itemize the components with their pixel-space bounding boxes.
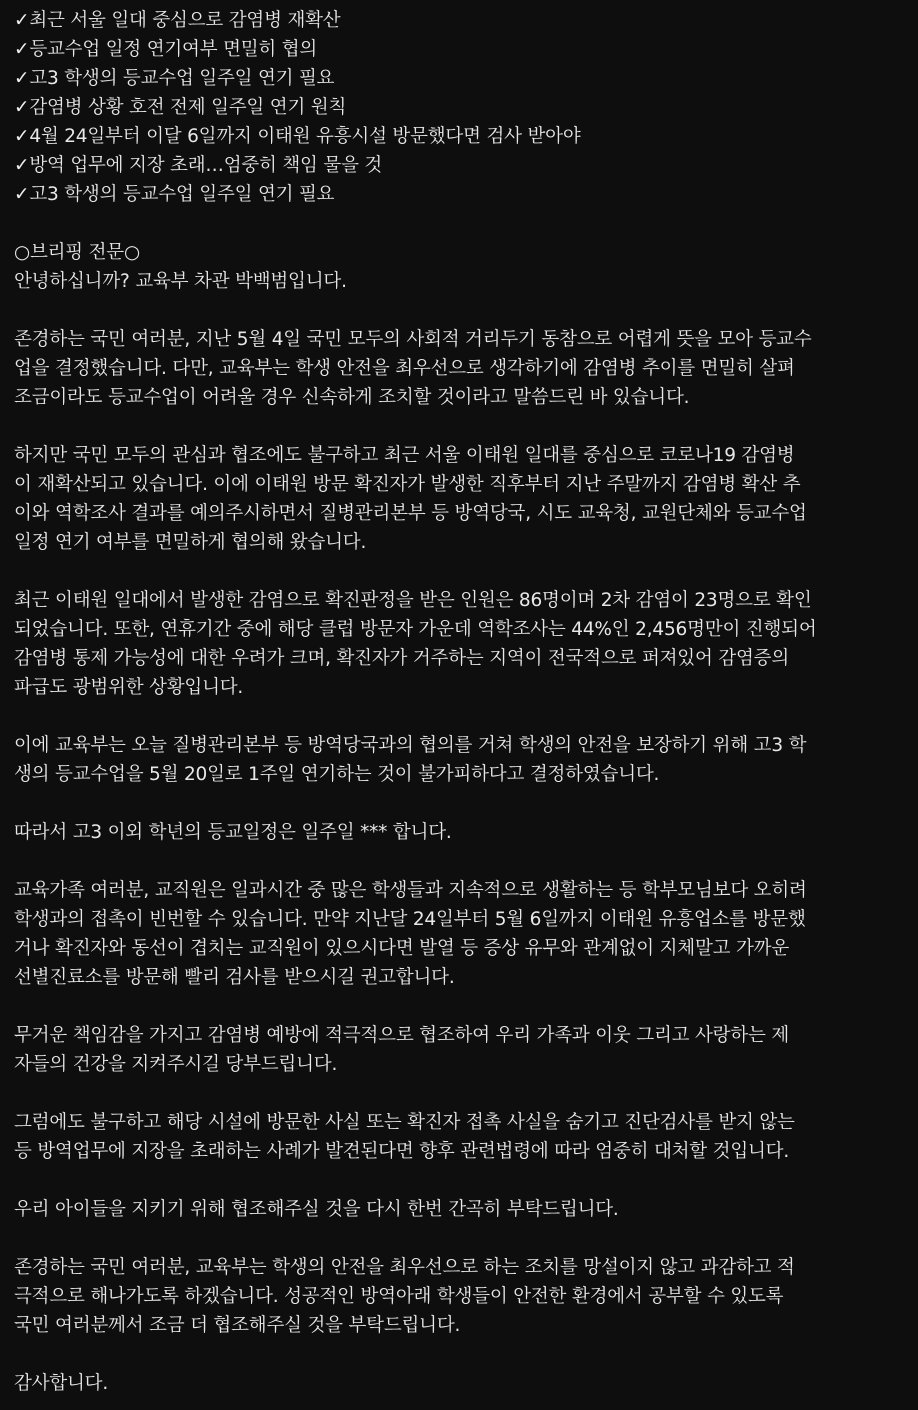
highlight-item	[14, 180, 904, 209]
paragraph-gap	[14, 702, 904, 731]
spacer	[14, 209, 904, 238]
highlight-text: 고3 학생의 등교수업 일주일 연기 필요	[29, 68, 335, 89]
paragraph	[14, 325, 904, 412]
highlight-list	[14, 6, 904, 209]
paragraph-line: 존경하는 국민 여러분, 지난 5월 4일 국민 모두의 사회적 거리두기 동참으로 어렵게 뜻을 모아 등교수	[14, 329, 812, 350]
paragraph-gap	[14, 557, 904, 586]
paragraph-line: 자들의 건강을 지켜주시길 당부드립니다.	[14, 1054, 338, 1075]
check-icon: ✓	[14, 184, 30, 205]
paragraph-gap	[14, 1224, 904, 1253]
paragraph-line: 무거운 책임감을 가지고 감염병 예방에 적극적으로 협조하여 우리 가족과 이웃 그리고 사랑하는 제	[14, 1025, 790, 1046]
paragraph-line: 국민 여러분께서 조금 더 협조해주실 것을 부탁드립니다.	[14, 1315, 461, 1336]
paragraph-gap	[14, 992, 904, 1021]
paragraph	[14, 1369, 904, 1398]
paragraph-line: 이와 역학조사 결과를 예의주시하면서 질병관리본부 등 방역당국, 시도 교육청, 교원단체와 등교수업	[14, 503, 807, 524]
highlight-item	[14, 6, 904, 35]
highlight-text: 고3 학생의 등교수업 일주일 연기 필요	[29, 184, 335, 205]
highlight-item	[14, 93, 904, 122]
paragraph-line: 이에 교육부는 오늘 질병관리본부 등 방역당국과의 협의를 거쳐 학생의 안전을 보장하기 위해 고3 학	[14, 735, 807, 756]
highlight-text: 방역 업무에 지장 초래…엄중히 책임 물을 것	[29, 155, 383, 176]
paragraph-line: 일정 연기 여부를 면밀하게 협의해 왔습니다.	[14, 532, 367, 553]
check-icon: ✓	[14, 97, 30, 118]
briefing-greeting: 안녕하십니까? 교육부 차관 박백범입니다.	[14, 271, 347, 292]
paragraph	[14, 1108, 904, 1166]
paragraph-line: 선별진료소를 방문해 빨리 검사를 받으시길 권고합니다.	[14, 967, 455, 988]
paragraph-gap	[14, 412, 904, 441]
paragraph-line: 되었습니다. 또한, 연휴기간 중에 해당 클럽 방문자 가운데 역학조사는 44%인 2,456명만이 진행되어	[14, 619, 817, 640]
paragraph-line: 최근 이태원 일대에서 발생한 감염으로 확진판정을 받은 인원은 86명이며 2차 감염이 23명으로 확인	[14, 590, 812, 611]
paragraph-line: 감사합니다.	[14, 1373, 109, 1394]
paragraph	[14, 1195, 904, 1224]
paragraph	[14, 876, 904, 992]
highlight-item	[14, 35, 904, 64]
paragraph-line: 업을 결정했습니다. 다만, 교육부는 학생 안전을 최우선으로 생각하기에 감염병 추이를 면밀히 살펴	[14, 358, 795, 379]
paragraph-gap	[14, 1166, 904, 1195]
paragraph-gap	[14, 1079, 904, 1108]
paragraph-line: 하지만 국민 모두의 관심과 협조에도 불구하고 최근 서울 이태원 일대를 중심으로 코로나19 감염병	[14, 445, 795, 466]
highlight-text: 최근 서울 일대 중심으로 감염병 재확산	[29, 10, 341, 31]
paragraph-gap	[14, 789, 904, 818]
check-icon: ✓	[14, 39, 30, 60]
paragraph-line: 교육가족 여러분, 교직원은 일과시간 중 많은 학생들과 지속적으로 생활하는 등 학부모님보다 오히려	[14, 880, 807, 901]
briefing-body	[14, 296, 904, 1398]
paragraph-gap	[14, 296, 904, 325]
paragraph-line: 극적으로 해나가도록 하겠습니다. 성공적인 방역아래 학생들이 안전한 환경에서 공부할 수 있도록	[14, 1286, 784, 1307]
highlight-text: 감염병 상황 호전 전제 일주일 연기 원칙	[29, 97, 347, 118]
paragraph-line: 거나 확진자와 동선이 겹치는 교직원이 있으시다면 발열 등 증상 유무와 관계없이 지체말고 가까운	[14, 938, 790, 959]
paragraph-line: 조금이라도 등교수업이 어려울 경우 신속하게 조치할 것이라고 말씀드린 바 있습니다.	[14, 387, 690, 408]
paragraph-line: 생의 등교수업을 5월 20일로 1주일 연기하는 것이 불가피하다고 결정하였습니다.	[14, 764, 660, 785]
paragraph	[14, 818, 904, 847]
paragraph	[14, 586, 904, 702]
paragraph-gap	[14, 1340, 904, 1369]
paragraph-line: 학생과의 접촉이 빈번할 수 있습니다. 만약 지난달 24일부터 5월 6일까지 이태원 유흥업소를 방문했	[14, 909, 806, 930]
paragraph	[14, 441, 904, 557]
paragraph-line: 등 방역업무에 지장을 초래하는 사례가 발견된다면 향후 관련법령에 따라 엄중히 대처할 것입니다.	[14, 1141, 790, 1162]
paragraph-line: 우리 아이들을 지키기 위해 협조해주실 것을 다시 한번 간곡히 부탁드립니다.	[14, 1199, 619, 1220]
paragraph-line: 이 재확산되고 있습니다. 이에 이태원 방문 확진자가 발생한 직후부터 지난 주말까지 감염병 확산 추	[14, 474, 801, 495]
check-icon: ✓	[14, 68, 30, 89]
highlight-item	[14, 64, 904, 93]
briefing-document	[14, 6, 904, 1398]
check-icon: ✓	[14, 155, 30, 176]
paragraph-gap	[14, 847, 904, 876]
paragraph-line: 존경하는 국민 여러분, 교육부는 학생의 안전을 최우선으로 하는 조치를 망설이지 않고 과감하고 적	[14, 1257, 795, 1278]
paragraph-line: 그럼에도 불구하고 해당 시설에 방문한 사실 또는 확진자 접촉 사실을 숨기고 진단검사를 받지 않는	[14, 1112, 795, 1133]
paragraph-line: 감염병 통제 가능성에 대한 우려가 크며, 확진자가 거주하는 지역이 전국적으로 퍼져있어 감염증의	[14, 648, 790, 669]
highlight-item	[14, 122, 904, 151]
paragraph	[14, 731, 904, 789]
paragraph	[14, 1253, 904, 1340]
paragraph-line: 파급도 광범위한 상황입니다.	[14, 677, 244, 698]
highlight-text: 4월 24일부터 이달 6일까지 이태원 유흥시설 방문했다면 검사 받아야	[29, 126, 581, 147]
briefing-heading: ○브리핑 전문○	[14, 242, 140, 263]
paragraph	[14, 1021, 904, 1079]
check-icon: ✓	[14, 126, 30, 147]
check-icon: ✓	[14, 10, 30, 31]
highlight-item	[14, 151, 904, 180]
paragraph-line: 따라서 고3 이외 학년의 등교일정은 일주일 *** 합니다.	[14, 822, 452, 843]
highlight-text: 등교수업 일정 연기여부 면밀히 협의	[29, 39, 318, 60]
